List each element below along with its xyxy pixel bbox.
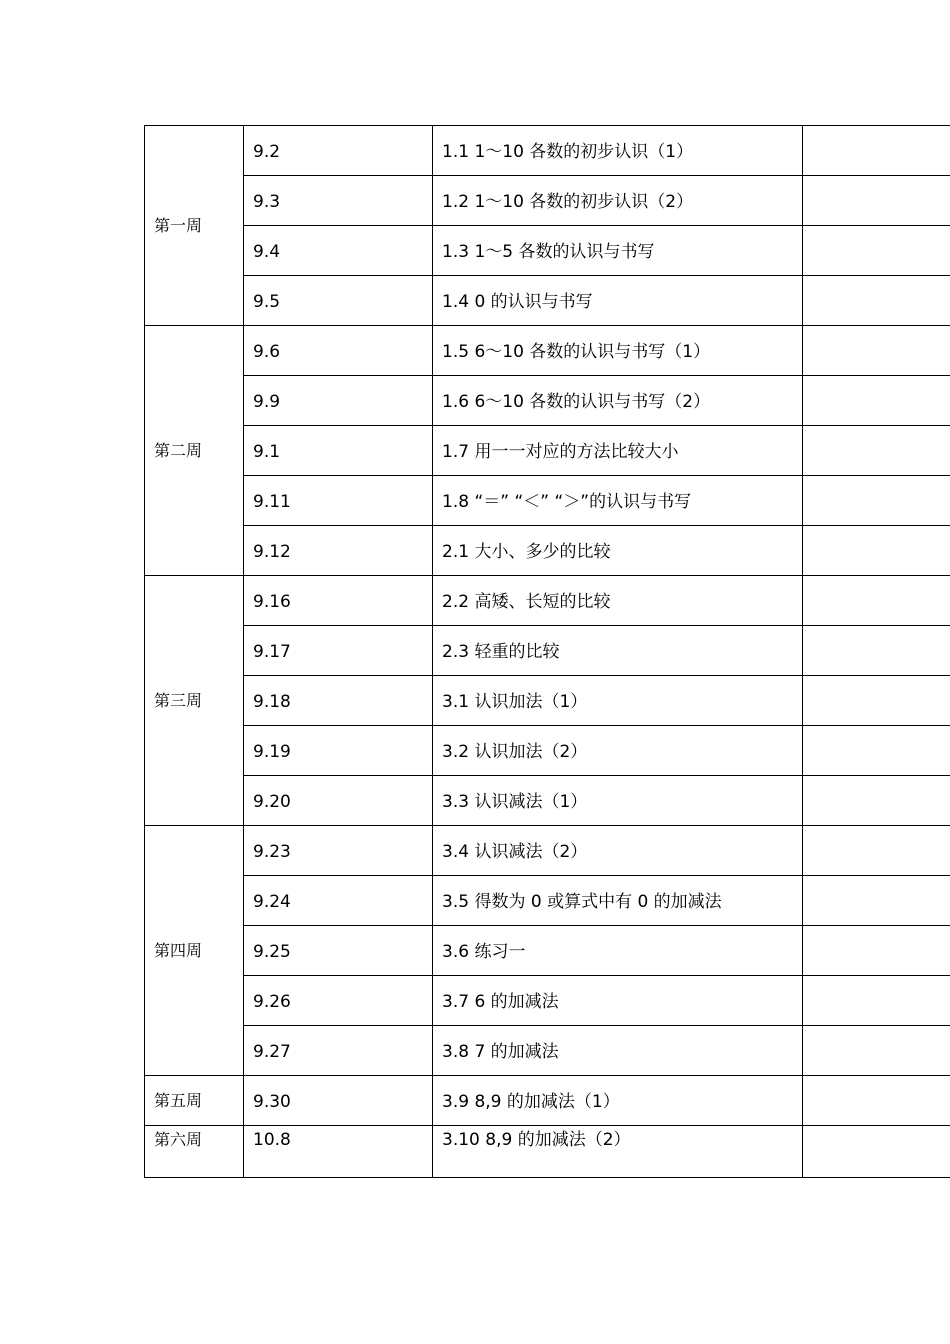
table-row <box>145 926 950 976</box>
date-cell: 9.12 <box>244 526 433 576</box>
date-cell: 9.2 <box>244 126 433 176</box>
table-row <box>145 276 950 326</box>
table-row <box>145 626 950 676</box>
week-label: 第六周 <box>145 1126 244 1178</box>
date-cell: 9.23 <box>244 826 433 876</box>
date-cell: 9.27 <box>244 1026 433 1076</box>
table-row <box>145 1026 950 1076</box>
lesson-cell: 3.10 8,9 的加减法（2） <box>433 1126 803 1178</box>
note-cell <box>803 426 950 476</box>
table-row <box>145 976 950 1026</box>
lesson-cell: 3.8 7 的加减法 <box>433 1026 803 1076</box>
date-cell: 9.16 <box>244 576 433 626</box>
date-cell: 9.18 <box>244 676 433 726</box>
lesson-cell: 1.3 1～5 各数的认识与书写 <box>433 226 803 276</box>
date-cell: 9.19 <box>244 726 433 776</box>
lesson-cell: 1.7 用一一对应的方法比较大小 <box>433 426 803 476</box>
table-row <box>145 376 950 426</box>
week-label: 第一周 <box>145 126 244 326</box>
note-cell <box>803 1126 950 1178</box>
date-cell: 9.17 <box>244 626 433 676</box>
table-row <box>145 726 950 776</box>
schedule-table-body <box>145 126 950 1178</box>
note-cell <box>803 326 950 376</box>
note-cell <box>803 176 950 226</box>
lesson-cell: 1.1 1～10 各数的初步认识（1） <box>433 126 803 176</box>
date-cell: 9.25 <box>244 926 433 976</box>
note-cell <box>803 826 950 876</box>
date-cell: 9.1 <box>244 426 433 476</box>
lesson-cell: 3.4 认识减法（2） <box>433 826 803 876</box>
schedule-table <box>144 125 950 1178</box>
lesson-cell: 1.2 1～10 各数的初步认识（2） <box>433 176 803 226</box>
note-cell <box>803 876 950 926</box>
note-cell <box>803 476 950 526</box>
lesson-cell: 1.8 “＝” “＜” “＞”的认识与书写 <box>433 476 803 526</box>
date-cell: 9.3 <box>244 176 433 226</box>
note-cell <box>803 676 950 726</box>
note-cell <box>803 976 950 1026</box>
note-cell <box>803 376 950 426</box>
lesson-cell: 3.9 8,9 的加减法（1） <box>433 1076 803 1126</box>
table-row <box>145 126 950 176</box>
note-cell <box>803 226 950 276</box>
note-cell <box>803 626 950 676</box>
table-row <box>145 776 950 826</box>
lesson-cell: 1.6 6～10 各数的认识与书写（2） <box>433 376 803 426</box>
lesson-cell: 3.1 认识加法（1） <box>433 676 803 726</box>
table-row <box>145 576 950 626</box>
date-cell: 9.24 <box>244 876 433 926</box>
lesson-cell: 2.3 轻重的比较 <box>433 626 803 676</box>
table-row <box>145 1126 950 1178</box>
date-cell: 9.20 <box>244 776 433 826</box>
note-cell <box>803 1026 950 1076</box>
note-cell <box>803 576 950 626</box>
date-cell: 9.4 <box>244 226 433 276</box>
table-row <box>145 826 950 876</box>
date-cell: 9.6 <box>244 326 433 376</box>
lesson-cell: 2.1 大小、多少的比较 <box>433 526 803 576</box>
note-cell <box>803 526 950 576</box>
lesson-cell: 3.3 认识减法（1） <box>433 776 803 826</box>
date-cell: 10.8 <box>244 1126 433 1178</box>
table-row <box>145 676 950 726</box>
note-cell <box>803 726 950 776</box>
lesson-cell: 3.6 练习一 <box>433 926 803 976</box>
week-label: 第三周 <box>145 576 244 826</box>
table-row <box>145 226 950 276</box>
lesson-cell: 2.2 高矮、长短的比较 <box>433 576 803 626</box>
table-row <box>145 876 950 926</box>
date-cell: 9.26 <box>244 976 433 1026</box>
date-cell: 9.30 <box>244 1076 433 1126</box>
table-row <box>145 1076 950 1126</box>
table-row <box>145 526 950 576</box>
note-cell <box>803 276 950 326</box>
date-cell: 9.5 <box>244 276 433 326</box>
table-row <box>145 426 950 476</box>
lesson-cell: 3.2 认识加法（2） <box>433 726 803 776</box>
date-cell: 9.11 <box>244 476 433 526</box>
date-cell: 9.9 <box>244 376 433 426</box>
lesson-cell: 3.7 6 的加减法 <box>433 976 803 1026</box>
lesson-cell: 1.5 6～10 各数的认识与书写（1） <box>433 326 803 376</box>
note-cell <box>803 126 950 176</box>
note-cell <box>803 1076 950 1126</box>
week-label: 第五周 <box>145 1076 244 1126</box>
table-row <box>145 476 950 526</box>
lesson-cell: 1.4 0 的认识与书写 <box>433 276 803 326</box>
table-row <box>145 176 950 226</box>
note-cell <box>803 776 950 826</box>
note-cell <box>803 926 950 976</box>
lesson-cell: 3.5 得数为 0 或算式中有 0 的加减法 <box>433 876 803 926</box>
week-label: 第二周 <box>145 326 244 576</box>
week-label: 第四周 <box>145 826 244 1076</box>
table-row <box>145 326 950 376</box>
